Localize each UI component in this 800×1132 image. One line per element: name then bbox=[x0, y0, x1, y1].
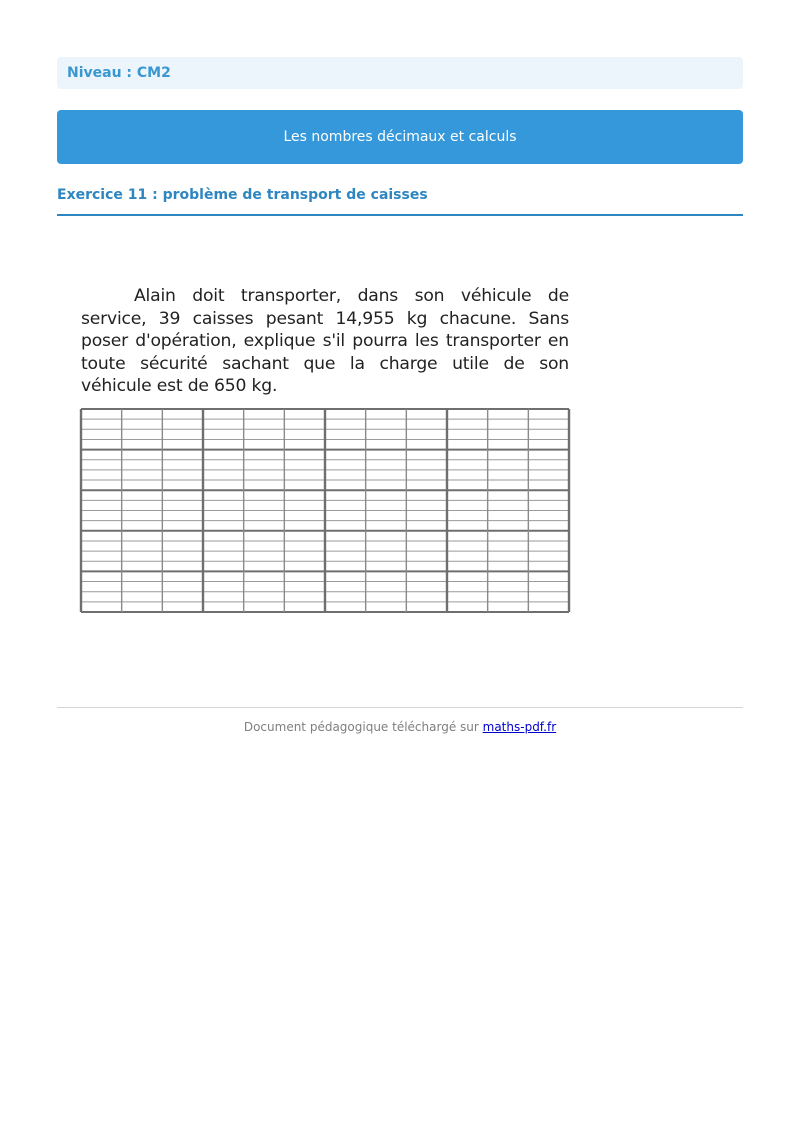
exercise-image bbox=[78, 285, 572, 615]
footer-link[interactable]: maths-pdf.fr bbox=[482, 720, 557, 734]
problem-statement: Alain doit transporter, dans son véhicule de service, 39 caisses pesant 14,955 kg chacune. Sans poser d'opération, explique s'il pourra les transporter en toute sécurité sachant que la charge utile de son véhicule est de 650 kg. bbox=[81, 286, 569, 396]
answer-grid bbox=[78, 407, 572, 615]
level-badge: Niveau : CM2 bbox=[57, 57, 743, 89]
topic-banner: Les nombres décimaux et calculs bbox=[57, 110, 743, 164]
footer-divider bbox=[57, 707, 743, 708]
exercise-title: Exercice 11 : problème de transport de caisses bbox=[57, 184, 743, 216]
footer-text: Document pédagogique téléchargé sur bbox=[243, 720, 483, 734]
footer bbox=[57, 720, 743, 734]
